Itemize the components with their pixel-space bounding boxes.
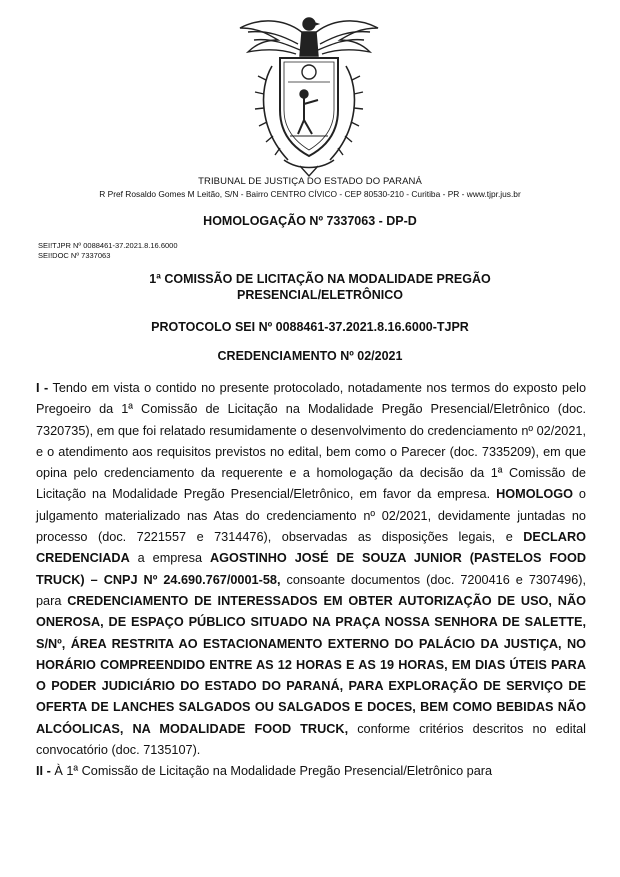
- paragraph-text: o julgamento materializado nas Atas do credenciamento nº 02/2021, devidamente juntadas no processo (doc. 7221557 e 7314476), observadas as disposições legais, e: [36, 487, 586, 545]
- credentialing-object: CREDENCIAMENTO DE INTERESSADOS EM OBTER AUTORIZAÇÃO DE USO, NÃO ONEROSA, DE ESPAÇO PÚBLICO SITUADO NA PRAÇA NOSSA SENHORA DE SALETTE, S/Nº, ÁREA RESTRITA AO ESTACIONAMENTO EXTERNO DO PALÁCIO DA JUSTIÇA, NO HORÁRIO COMPREENDIDO ENTRE AS 12 HORAS E AS 19 HORAS, EM DIAS ÚTEIS PARA O PODER JUDICIÁRIO DO ESTADO DO PARANÁ, PARA EXPLORAÇÃO DE SERVIÇO DE OFERTA DE LANCHES SALGADOS OU SALGADOS E DOCES, BEM COMO BEBIDAS NÃO ALCÓOLICAS, NA MODALIDADE FOOD TRUCK,: [36, 593, 586, 736]
- org-address: R Pref Rosaldo Gomes M Leitão, S/N - Bairro CENTRO CÍVICO - CEP 80530-210 - Curitiba - PR - www.tjpr.jus.br: [99, 189, 521, 199]
- commission-heading-line2: PRESENCIAL/ELETRÔNICO: [237, 288, 403, 302]
- paragraph-text: a empresa: [129, 551, 210, 566]
- paragraph-i: [36, 378, 586, 761]
- bold-text: HOMOLOGO: [496, 487, 573, 502]
- commission-heading-line1: 1ª COMISSÃO DE LICITAÇÃO NA MODALIDADE PREGÃO: [149, 272, 491, 286]
- paragraph-ii: [36, 761, 586, 782]
- document-title: HOMOLOGAÇÃO Nº 7337063 - DP-D: [203, 214, 417, 228]
- company-name: AGOSTINHO JOSÉ DE SOUZA JUNIOR (PASTELOS FOOD TRUCK) – CNPJ Nº 24.690.767/0001-58,: [36, 551, 586, 587]
- paragraph-text: À 1ª Comissão de Licitação na Modalidade Pregão Presencial/Eletrônico para: [50, 764, 493, 779]
- paragraph-label: II -: [36, 764, 51, 779]
- sei-document-reference: SEI!DOC Nº 7337063: [38, 251, 111, 260]
- paragraph-text: conforme critérios descritos no edital convocatório (doc. 7135107).: [36, 721, 587, 758]
- credentialing-heading: CREDENCIAMENTO Nº 02/2021: [217, 349, 403, 363]
- commission-heading: [60, 271, 580, 303]
- protocol-heading: PROTOCOLO SEI Nº 0088461-37.2021.8.16.6000-TJPR: [151, 320, 469, 334]
- org-name: TRIBUNAL DE JUSTIÇA DO ESTADO DO PARANÁ: [198, 176, 422, 187]
- paragraph-text: Tendo em vista o contido no presente protocolado, notadamente nos termos do exposto pelo Pregoeiro da 1ª Comissão de Licitação na Modalidade Pregão Presencial/Eletrônico (doc. 7320735), em que foi relatado resumidamente o desenvolvimento do credenciamento nº 02/2021, e o atendimento aos requisitos previstos no edital, bem como o Parecer (doc. 7335209), em que opina pelo credenciamento da requerente e a homologação da decisão da 1ª Comissão de Licitação na Modalidade Pregão Presencial/Eletrônico, em favor da empresa.: [36, 381, 586, 502]
- parana-coat-of-arms-icon: [228, 10, 390, 178]
- paragraph-text: consoante documentos (doc. 7200416 e 7307496), para: [36, 572, 586, 608]
- sei-process-reference: SEI!TJPR Nº 0088461-37.2021.8.16.6000: [38, 241, 178, 250]
- bold-text: DECLARO CREDENCIADA: [36, 530, 586, 566]
- document-body: [36, 378, 586, 783]
- paragraph-label: I -: [36, 381, 49, 395]
